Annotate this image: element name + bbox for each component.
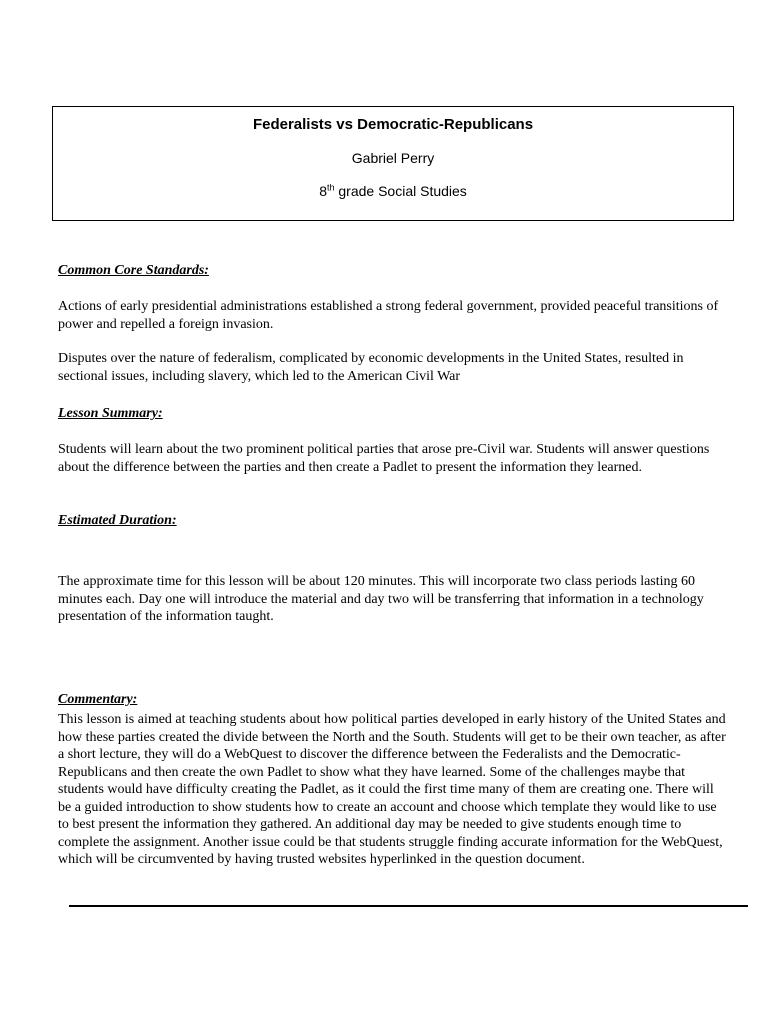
summary-paragraph: Students will learn about the two prominent political parties that arose pre-Civil war. Students will answer questions about the difference between the parties and then create a Padlet to present the information they learned. [58, 442, 710, 475]
duration-paragraph: The approximate time for this lesson will be about 120 minutes. This will incorporate two class periods lasting 60 minutes each. Day one will introduce the material and day two will be transferring that information in a technology presentation of the information taught. [58, 574, 704, 624]
commentary-paragraph: This lesson is aimed at teaching students about how political parties developed in early history of the United States and how these parties created the divide between the North and the South. Students will get to be their own teacher, as after a short lecture, they will do a WebQuest to discover the difference between the Federalists and the Democratic-Republicans and then create the own Padlet to show what they have learned. Some of the challenges maybe that students would have difficulty creating the Padlet, as it could the first time many of them are creating one. There will be a guided introduction to show students how to create an account and choose which template they would like to use to best present the information they gathered. An additional day may be needed to give students enough time to complete the assignment. Another issue could be that students struggle finding accurate information for the WebQuest, which will be circumvented by having trusted websites hyperlinked in the question document. [58, 712, 726, 867]
grade-subject-text: grade Social Studies [334, 183, 467, 199]
grade-suffix: th [326, 182, 335, 193]
commentary-heading: Commentary: [58, 692, 138, 707]
document-title: Federalists vs Democratic-Republicans [252, 116, 534, 133]
standards-heading: Common Core Standards: [58, 263, 209, 278]
grade-subject [53, 183, 733, 199]
standards-paragraph-1: Actions of early presidential administrations established a strong federal government, provided peaceful transitions of power and repelled a foreign invasion. [58, 299, 719, 332]
bottom-divider [69, 905, 748, 907]
author-name: Gabriel Perry [351, 150, 435, 166]
grade-number: 8 [319, 183, 327, 199]
title-box [52, 106, 734, 221]
standards-paragraph-2: Disputes over the nature of federalism, complicated by economic developments in the United States, resulted in sectional issues, including slavery, which led to the American Civil War [58, 351, 684, 384]
summary-heading: Lesson Summary: [58, 406, 163, 421]
duration-heading: Estimated Duration: [58, 513, 177, 528]
